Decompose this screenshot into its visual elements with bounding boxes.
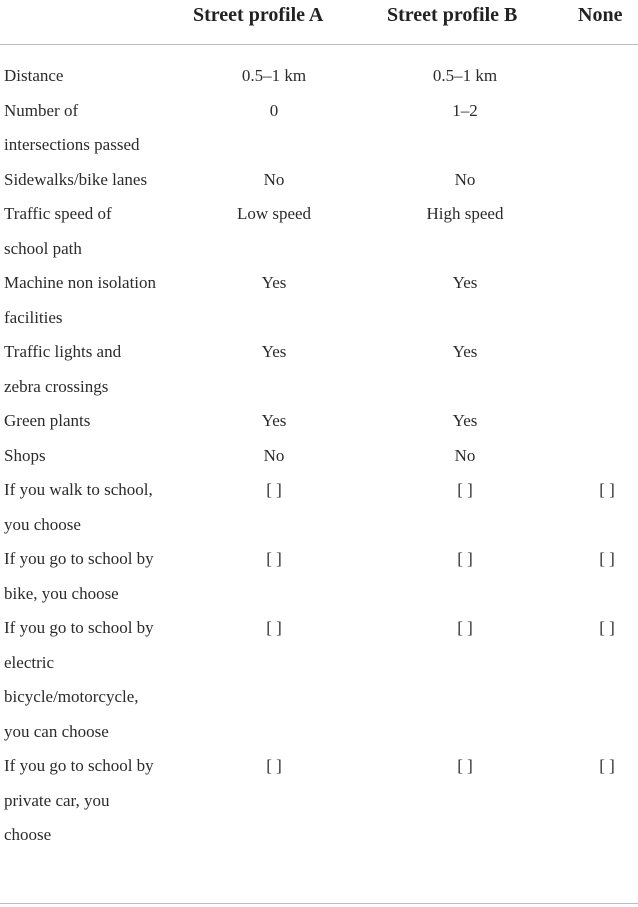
table-row (0, 749, 638, 853)
choice-profile-b[interactable]: [ ] (457, 618, 473, 637)
choice-profile-b[interactable]: [ ] (457, 756, 473, 775)
choice-profile-b[interactable]: [ ] (457, 549, 473, 568)
cell-profile-a: 0 (269, 100, 279, 120)
cell-profile-a: 0.5–1 km (241, 66, 307, 85)
cell-profile-a: Yes (261, 342, 287, 361)
cell-profile-a: Yes (261, 411, 287, 430)
row-label: If you go to school by electric bicycle/motorcycle, you can choose (4, 618, 154, 741)
choice-profile-a[interactable]: [ ] (266, 756, 282, 775)
row-label: If you walk to school, you choose (4, 480, 153, 534)
table-row (0, 335, 638, 404)
row-label: Sidewalks/bike lanes (4, 169, 148, 189)
cell-profile-b: High speed (426, 204, 504, 223)
table-row (0, 473, 638, 542)
table-row (0, 404, 638, 439)
choice-profile-a[interactable]: [ ] (266, 480, 282, 499)
cell-profile-b: Yes (452, 273, 478, 292)
table-body (0, 59, 638, 853)
choice-none[interactable]: [ ] (599, 549, 615, 568)
column-header-none: None (578, 4, 623, 26)
row-label: Traffic speed of school path (4, 204, 112, 258)
cell-profile-b: 1–2 (452, 100, 478, 120)
row-label: Machine non isolation facilities (4, 273, 157, 327)
column-header-street-profile-b: Street profile B (387, 4, 518, 26)
choice-none[interactable]: [ ] (599, 618, 615, 637)
cell-profile-b: No (454, 445, 476, 465)
cell-profile-b: Yes (452, 411, 478, 430)
table-row (0, 439, 638, 474)
table-row (0, 266, 638, 335)
column-header-street-profile-a: Street profile A (193, 4, 324, 26)
table-row (0, 542, 638, 611)
row-label: If you go to school by private car, you choose (4, 756, 154, 844)
cell-profile-a: Low speed (236, 204, 312, 223)
table-row (0, 94, 638, 163)
choice-none[interactable]: [ ] (599, 480, 615, 499)
cell-profile-b: No (454, 169, 476, 189)
table-row (0, 197, 638, 266)
table-row (0, 163, 638, 198)
row-label: Distance (4, 66, 64, 85)
choice-none[interactable]: [ ] (599, 756, 615, 775)
row-label: Green plants (4, 411, 91, 430)
header-divider (0, 44, 638, 45)
footer-divider (0, 903, 638, 904)
cell-profile-a: No (263, 445, 285, 465)
cell-profile-a: Yes (261, 273, 287, 292)
choice-profile-b[interactable]: [ ] (457, 480, 473, 499)
row-label: If you go to school by bike, you choose (4, 549, 154, 603)
choice-profile-a[interactable]: [ ] (266, 618, 282, 637)
cell-profile-b: 0.5–1 km (432, 66, 498, 85)
table-row (0, 611, 638, 749)
cell-profile-a: No (263, 169, 285, 189)
cell-profile-b: Yes (452, 342, 478, 361)
row-label: Number of intersections passed (4, 100, 140, 154)
row-label: Traffic lights and zebra crossings (4, 342, 122, 396)
choice-profile-a[interactable]: [ ] (266, 549, 282, 568)
table-row (0, 59, 638, 94)
row-label: Shops (4, 445, 46, 465)
